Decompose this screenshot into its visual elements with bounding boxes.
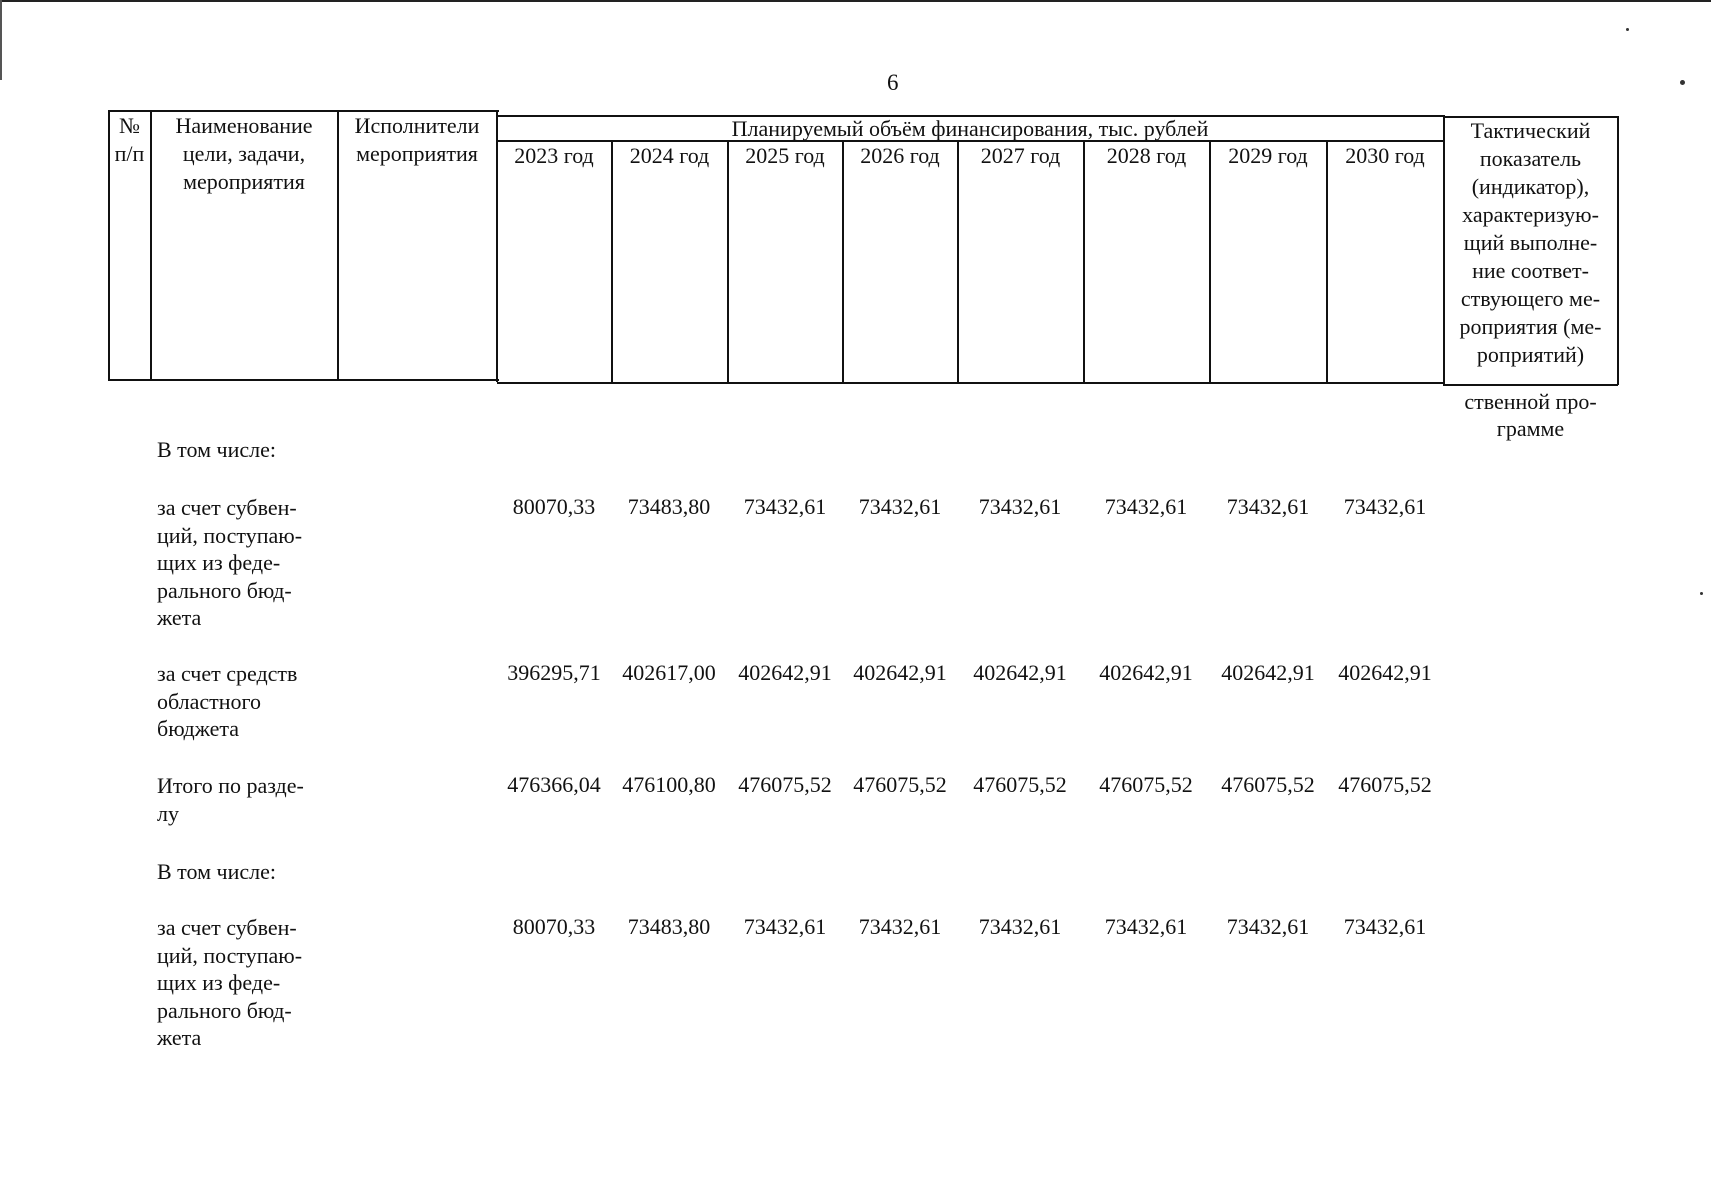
header-year-2030: 2030 год bbox=[1345, 143, 1425, 168]
row-label: за счет субвен- ций, поступаю- щих из феде- рального бюд- жета bbox=[157, 915, 303, 1050]
row-value: 402642,91 bbox=[853, 660, 947, 685]
scan-speck bbox=[1680, 80, 1685, 85]
row-value: 73432,61 bbox=[743, 914, 827, 939]
header-year-2023: 2023 год bbox=[514, 143, 594, 168]
indicator-continuation: ственной про- грамме bbox=[1464, 389, 1597, 441]
row-value: 402642,91 bbox=[1221, 660, 1315, 685]
row-label: за счет субвен- ций, поступаю- щих из феде- рального бюд- жета bbox=[157, 495, 303, 630]
row-value: 402642,91 bbox=[1338, 660, 1432, 685]
row-label: Итого по разде- лу bbox=[157, 773, 304, 826]
row-value: 476075,52 bbox=[1338, 772, 1432, 797]
header-indicator: Тактический показатель (индикатор), характеризую- щий выполне- ние соответ- ствующего ме- роприятия (ме- роприятий) bbox=[1459, 118, 1602, 367]
row-value: 476366,04 bbox=[507, 772, 601, 797]
row-value: 402642,91 bbox=[1099, 660, 1193, 685]
scan-left-border bbox=[0, 0, 2, 80]
header-year-2024: 2024 год bbox=[629, 143, 710, 168]
header-name: Наименование цели, задачи, мероприятия bbox=[175, 113, 313, 194]
row-label: В том числе: bbox=[157, 859, 276, 884]
row-value: 476075,52 bbox=[853, 772, 947, 797]
header-year-2026: 2026 год bbox=[860, 143, 940, 168]
row-value: 476075,52 bbox=[973, 772, 1067, 797]
row-value: 476075,52 bbox=[738, 772, 832, 797]
row-value: 80070,33 bbox=[512, 494, 596, 519]
header-executors: Исполнители мероприятия bbox=[354, 113, 480, 166]
header-year-2029: 2029 год bbox=[1228, 143, 1308, 168]
scan-top-border bbox=[0, 0, 1711, 2]
row-value: 80070,33 bbox=[512, 914, 596, 939]
page-number: 6 bbox=[887, 70, 899, 95]
row-value: 73432,61 bbox=[978, 914, 1062, 939]
row-value: 73432,61 bbox=[743, 494, 827, 519]
row-value: 73432,61 bbox=[978, 494, 1062, 519]
row-value: 402642,91 bbox=[973, 660, 1067, 685]
row-value: 73432,61 bbox=[858, 494, 942, 519]
row-value: 476100,80 bbox=[622, 772, 716, 797]
row-value: 396295,71 bbox=[507, 660, 601, 685]
scan-speck bbox=[1626, 28, 1629, 31]
header-num: № п/п bbox=[114, 113, 145, 166]
row-label: за счет средств областного бюджета bbox=[157, 661, 298, 741]
row-value: 73483,80 bbox=[627, 494, 711, 519]
header-financing: Планируемый объём финансирования, тыс. рублей bbox=[731, 116, 1209, 141]
row-label: В том числе: bbox=[157, 437, 276, 462]
row-value: 73483,80 bbox=[627, 914, 711, 939]
scan-speck bbox=[1700, 592, 1703, 595]
row-value: 476075,52 bbox=[1221, 772, 1315, 797]
header-year-2027: 2027 год bbox=[980, 143, 1061, 168]
row-value: 476075,52 bbox=[1099, 772, 1193, 797]
row-value: 73432,61 bbox=[1104, 494, 1188, 519]
row-value: 73432,61 bbox=[858, 914, 942, 939]
row-value: 402642,91 bbox=[738, 660, 832, 685]
header-year-2025: 2025 год bbox=[745, 143, 825, 168]
row-value: 73432,61 bbox=[1226, 494, 1310, 519]
row-value: 73432,61 bbox=[1226, 914, 1310, 939]
header-year-2028: 2028 год bbox=[1106, 143, 1187, 168]
row-value: 402617,00 bbox=[622, 660, 716, 685]
row-value: 73432,61 bbox=[1343, 914, 1427, 939]
row-value: 73432,61 bbox=[1343, 494, 1427, 519]
row-value: 73432,61 bbox=[1104, 914, 1188, 939]
